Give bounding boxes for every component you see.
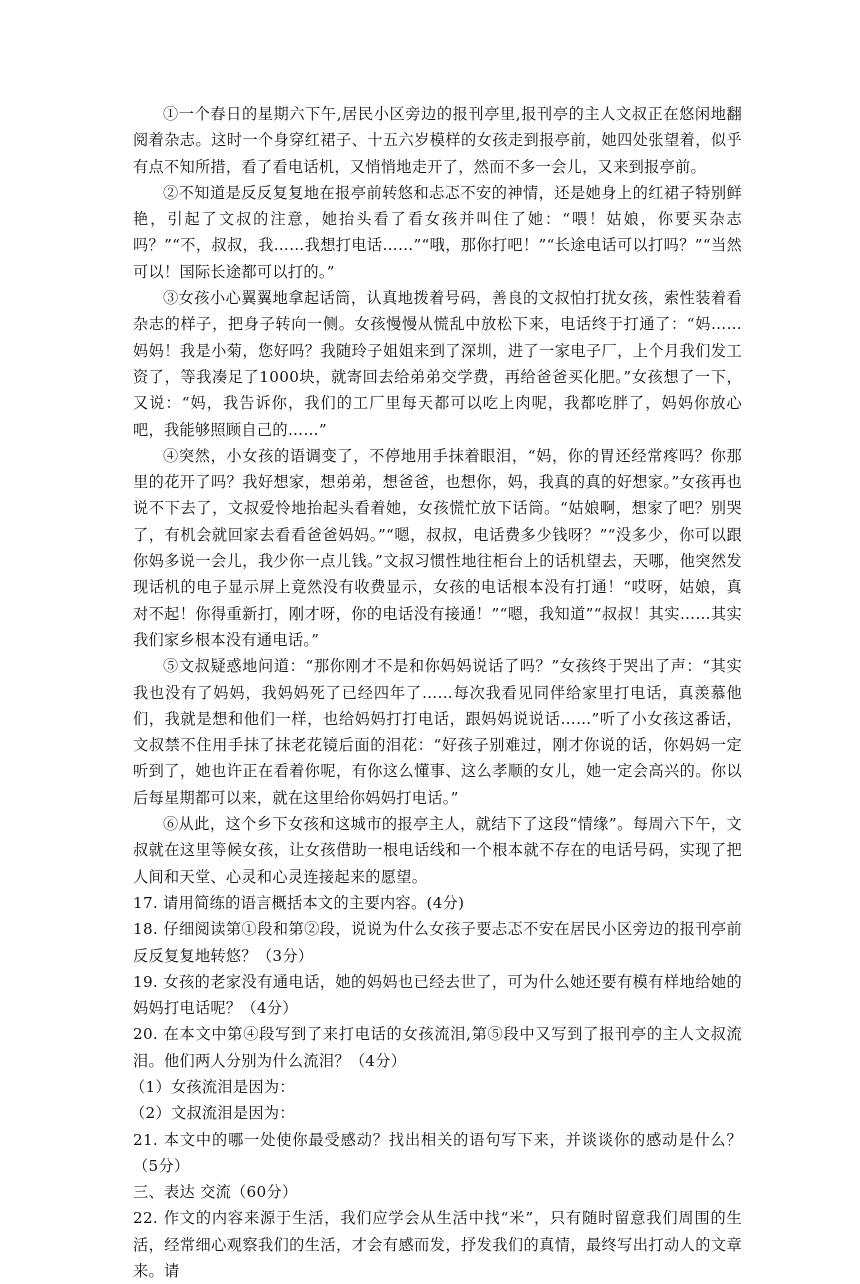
paragraph-3: ③女孩小心翼翼地拿起话筒，认真地拨着号码，善良的文叔怕打扰女孩，索性装着看杂志的样子，把身子转向一侧。女孩慢慢从慌乱中放松下来，电话终于打通了：“妈……妈妈！我是小菊，您好吗？我随玲子姐姐来到了深圳，进了一家电子厂，上个月我们发工资了，等我凑足了1000块，就寄回去给弟弟交学费，再给爸爸买化肥。”女孩想了一下，又说：“妈，我告诉你，我们的工厂里每天都可以吃上肉呢，我都吃胖了，妈妈你放心吧，我能够照顾自己的……” [133, 289, 742, 439]
question-19: 19. 女孩的老家没有通电话，她的妈妈也已经去世了，可为什么她还要有模有样地给她的妈妈打电话呢？（4分） [133, 972, 742, 1018]
question-20-part-1: （1）女孩流泪是因为： [130, 1077, 295, 1096]
question-17: 17. 请用简练的语言概括本文的主要内容。(4分) [133, 893, 465, 912]
paragraph-2: ②不知道是反反复复地在报亭前转悠和忐忑不安的神情，还是她身上的红裙子特别鲜艳，引起了文叔的注意，她抬头看了看女孩并叫住了她：“喂！姑娘，你要买杂志吗？”“不，叔叔，我……我想打电话……”“哦，那你打吧！”“长途电话可以打吗？”“当然可以！国际长途都可以打的。” [133, 183, 742, 281]
paragraph-6: ⑥从此，这个乡下女孩和这城市的报亭主人，就结下了这段“情缘”。每周六下午，文叔就在这里等候女孩，让女孩借助一根电话线和一个根本就不存在的电话号码，实现了把人间和天堂、心灵和心灵连接起来的愿望。 [133, 815, 742, 886]
paragraph-4: ④突然，小女孩的语调变了，不停地用手抹着眼泪，“妈，你的胃还经常疼吗？你那里的花开了吗？我好想家，想弟弟，想爸爸，也想你，妈，我真的真的好想家。”女孩再也说不下去了，文叔爱怜地抬起头看着她，女孩慌忙放下话筒。“姑娘啊，想家了吧？别哭了，有机会就回家去看看爸爸妈妈。”“嗯，叔叔，电话费多少钱呀？”“没多少，你可以跟你妈多说一会儿，我少你一点儿钱。”文叔习惯性地往柜台上的话机望去，天哪，他突然发现话机的电子显示屏上竟然没有收费显示，女孩的电话根本没有打通！“哎呀，姑娘，真对不起！你得重新打，刚才呀，你的电话没有接通！”“嗯，我知道”“叔叔！其实……其实我们家乡根本没有通电话。” [133, 446, 742, 649]
section-3-heading: 三、表达 交流（60分） [133, 1183, 298, 1202]
question-21: 21. 本文中的哪一处使你最受感动？找出相关的语句写下来，并谈谈你的感动是什么？（5分） [133, 1130, 742, 1175]
question-18: 18. 仔细阅读第①段和第②段，说说为什么女孩子要忐忑不安在居民小区旁边的报刊亭前反反复复地转悠？（3分） [133, 920, 742, 965]
paragraph-5: ⑤文叔疑惑地问道：“那你刚才不是和你妈妈说话了吗？”女孩终于哭出了声：“其实我也没有了妈妈，我妈妈死了已经四年了……每次我看见同伴给家里打电话，真羡慕他们，我就是想和他们一样，也给妈妈打打电话，跟妈妈说说话……”听了小女孩这番话，文叔禁不住用手抹了抹老花镜后面的泪花：“好孩子别难过，刚才你说的话，你妈妈一定听到了，她也许正在看着你呢，有你这么懂事、这么孝顺的女儿，她一定会高兴的。你以后每星期都可以来，就在这里给你妈妈打电话。” [133, 657, 742, 807]
paragraph-1: ①一个春日的星期六下午,居民小区旁边的报刊亭里,报刊亭的主人文叔正在悠闲地翻阅着杂志。这时一个身穿红裙子、十五六岁模样的女孩走到报亭前，她四处张望着，似乎有点不知所措，看了看电话机，又悄悄地走开了，然而不多一会儿，又来到报亭前。 [133, 105, 742, 176]
question-20-part-2: （2）文叔流泪是因为： [130, 1104, 295, 1123]
question-22: 22. 作文的内容来源于生活，我们应学会从生活中找“米”，只有随时留意我们周围的生活，经常细心观察我们的生活，才会有感而发，抒发我们的真情，最终写出打动人的文章来。请 [133, 1209, 742, 1281]
question-20: 20. 在本文中第④段写到了来打电话的女孩流泪,第⑤段中又写到了报刊亭的主人文叔流泪。他们两人分别为什么流泪？（4分） [133, 1025, 742, 1070]
